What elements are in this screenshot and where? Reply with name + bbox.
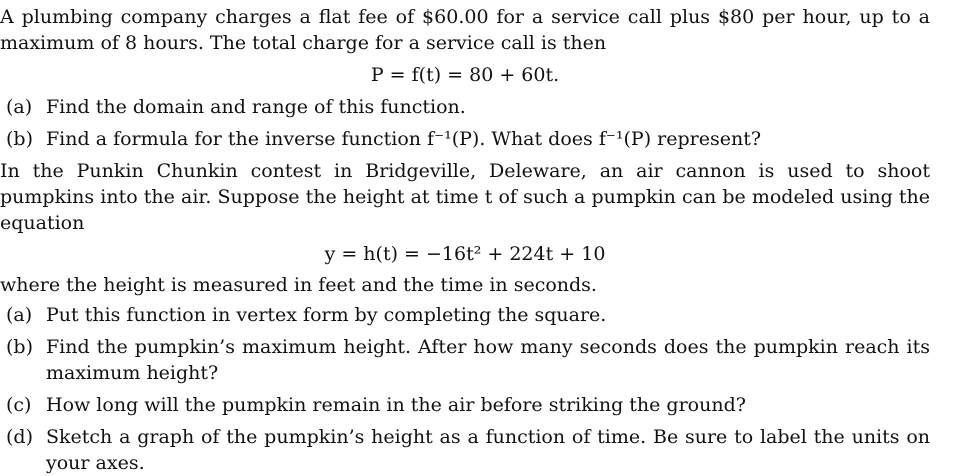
problem2-intro: In the Punkin Chunkin contest in Bridgeville, Deleware, an air cannon is used to shoot pumpkins into the air. Suppose the height at time t of such a pumpkin can be modeled using the equation	[0, 160, 930, 234]
part-text: Find the domain and range of this function.	[46, 96, 466, 118]
problem1-part-b	[0, 126, 930, 152]
part-text: Put this function in vertex form by completing the square.	[46, 304, 607, 326]
part-label: (b)	[6, 336, 33, 358]
problem1-intro: A plumbing company charges a flat fee of $60.00 for a service call plus $80 per hour, up to a maximum of 8 hours. The total charge for a service call is then	[0, 6, 930, 54]
part-label: (a)	[6, 96, 33, 118]
part-text: How long will the pumpkin remain in the air before striking the ground?	[46, 394, 746, 416]
problem2-part-a	[0, 302, 930, 328]
problem2-part-b	[0, 334, 930, 386]
problem1-part-a	[0, 94, 930, 120]
problem2-equation: y = h(t) = −16t² + 224t + 10	[324, 243, 606, 265]
problem2-part-c	[0, 392, 930, 418]
problem2-after-equation: where the height is measured in feet and the time in seconds.	[0, 274, 597, 296]
problem2-part-d	[0, 424, 930, 476]
part-text: Find the pumpkin’s maximum height. After how many seconds does the pumpkin reach its maximum height?	[46, 336, 930, 384]
part-label: (d)	[6, 426, 33, 448]
part-label: (b)	[6, 128, 33, 150]
problem1-equation: P = f(t) = 80 + 60t.	[370, 64, 560, 86]
part-text: Find a formula for the inverse function f⁻¹(P). What does f⁻¹(P) represent?	[46, 128, 762, 150]
part-text: Sketch a graph of the pumpkin’s height as a function of time. Be sure to label the units on your axes.	[46, 426, 930, 474]
part-label: (a)	[6, 304, 33, 326]
part-label: (c)	[6, 394, 32, 416]
document	[0, 4, 930, 476]
